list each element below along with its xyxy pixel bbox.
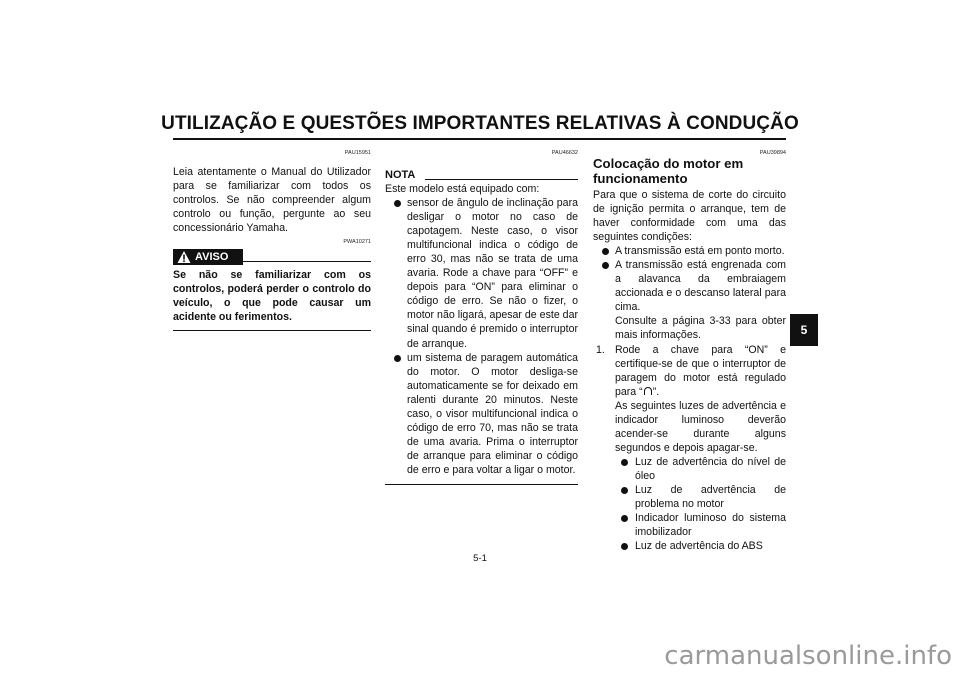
intro-paragraph: Leia atentamente o Manual do Utilizador para se familiarizar com todos os controlos. Se não compreender algum controlo ou função, pergunte ao seu concessionário Yamaha.: [173, 166, 371, 235]
list-item-text: Luz de advertência de problema no motor: [635, 483, 786, 511]
list-item-text: A transmissão está em ponto morto.: [615, 245, 785, 258]
nota-header: [385, 168, 578, 182]
list-item: [593, 455, 786, 483]
bullet-icon: [621, 459, 628, 466]
list-item-text: Indicador luminoso do sistema imobilizador: [635, 512, 786, 539]
section-intro: Para que o sistema de corte do circuito de ignição permita o arranque, tem de haver conformidade com uma das seguintes condições:: [593, 189, 786, 244]
warning-code: PWA10271: [343, 239, 371, 246]
section-code: PAU15951: [344, 150, 371, 156]
list-item: [593, 511, 786, 539]
watermark: carmanualsonline.info: [664, 641, 952, 671]
warning-badge: [173, 249, 243, 265]
bullet-icon: [621, 543, 628, 550]
step-number: 1.: [596, 343, 605, 356]
title-rule: [173, 138, 786, 140]
page-number: 5-1: [473, 553, 487, 564]
nota-label: NOTA: [385, 169, 416, 181]
section-code: PAU46632: [551, 150, 578, 156]
list-item-text: Luz de advertência do nível de óleo: [635, 455, 786, 482]
nota-lead: Este modelo está equipado com:: [385, 183, 540, 195]
column-1: [173, 150, 371, 331]
section-code: PAU39894: [759, 150, 786, 156]
bullet-icon: [621, 515, 628, 522]
warning-header: [173, 249, 371, 265]
list-item-text: sensor de ângulo de inclinação para desligar o motor no caso de capotagem. Neste caso, o visor multifuncional indica o código de erro 30, mas não se trata de uma avaria. Rode a chave para “OFF” e depois para “ON” para eliminar o código de erro. Se não o fizer, o motor não ligará, apesar de este dar sinal quando é premido o interruptor de arranque.: [407, 197, 578, 350]
bullet-icon: [621, 487, 628, 494]
list-item-text: um sistema de paragem automática do motor. O motor desliga-se automaticamente se for deixado em ralenti durante 20 minutos. Neste caso, o visor multifuncional indica o código de erro 70, mas não se trata de uma avaria. Prima o interruptor de arranque para eliminar o código de erro e para voltar a ligar o motor.: [407, 351, 578, 476]
nota-rule: [425, 179, 578, 180]
list-item: [593, 483, 786, 511]
warning-text: Se não se familiarizar com os controlos, poderá perder o controlo do veículo, o que pode causar um acidente ou ferimentos.: [173, 269, 371, 324]
list-item: [593, 258, 786, 314]
bullet-icon: [394, 355, 401, 362]
list-item-text: Luz de advertência do ABS: [635, 540, 763, 553]
list-item: [593, 244, 786, 258]
list-item: [385, 196, 578, 351]
engine-stop-symbol-icon: [643, 386, 653, 396]
warning-label: AVISO: [195, 251, 229, 264]
section-title: Colocação do motor em funcionamento: [593, 156, 744, 186]
bullet-icon: [602, 248, 609, 255]
step-text-end: ”.: [652, 385, 660, 398]
list-item: [385, 351, 578, 477]
step-subtext: As seguintes luzes de advertência e indicador luminoso deverão acender-se durante alguns segundos e depois apagar-se.: [615, 399, 786, 454]
column-3: [593, 150, 786, 553]
nota-end-rule: [385, 484, 578, 485]
numbered-step: [593, 343, 786, 399]
warning-triangle-icon: [177, 250, 191, 264]
bullet-icon: [602, 262, 609, 269]
bullet-icon: [394, 200, 401, 207]
page-title: UTILIZAÇÃO E QUESTÕES IMPORTANTES RELATIVAS À CONDUÇÃO: [161, 113, 799, 134]
warning-rule: [243, 261, 371, 262]
chapter-tab: 5: [790, 314, 818, 346]
list-item: [593, 539, 786, 553]
step-text-start: Rode a chave para “ON” e certifique-se de que o interruptor de paragem do motor está regulado para “: [615, 343, 786, 398]
warning-end-rule: [173, 330, 371, 331]
reference-note: Consulte a página 3-33 para obter mais informações.: [615, 315, 786, 342]
list-item-text: A transmissão está engrenada com a alavanca da embraiagem accionada e o descanso lateral para cima.: [615, 259, 786, 314]
column-2: [385, 150, 578, 485]
